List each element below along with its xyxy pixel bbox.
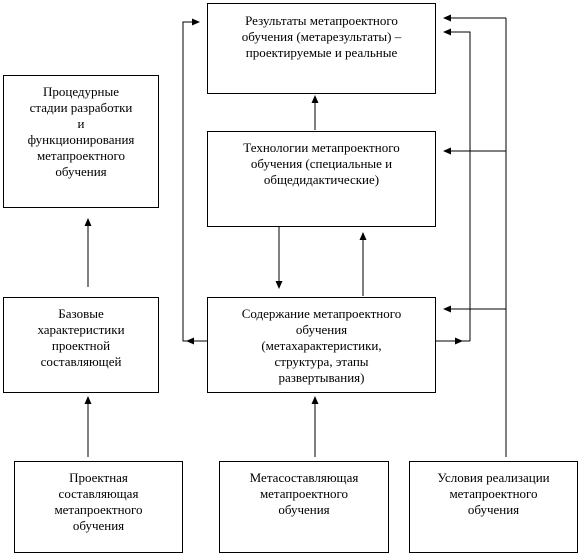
box-project [14,461,183,553]
box-procedural-line: и [77,116,85,131]
box-conditions-line: метапроектного [449,486,538,501]
box-project-line: метапроектного [54,502,143,517]
box-procedural-line: обучения [55,164,107,179]
box-conditions [409,461,578,553]
box-technologies-line: обучения (специальные и [250,156,393,171]
box-meta-line: обучения [278,502,330,517]
box-results [207,3,436,94]
box-procedural-line: стадии разработки [29,100,133,115]
box-meta [219,461,389,553]
box-technologies [207,131,436,227]
box-content [207,297,436,393]
box-project-line: обучения [72,518,125,533]
box-technologies-line: общедидактические) [263,172,380,187]
box-basic [3,297,159,393]
box-meta-line: метапроектного [259,486,349,501]
box-procedural [3,75,159,208]
box-conditions-line: обучения [467,502,520,517]
box-results-line: проектируемые и реальные [245,45,398,60]
arrow-content-left-loop [183,22,207,341]
box-project-line: Проектная [69,470,128,485]
box-content-line: (метахарактеристики, [261,338,382,353]
box-basic-line: составляющей [40,354,122,369]
arrow-right-loop-to-results [444,32,470,341]
box-basic-line: характеристики [37,322,125,337]
box-content-line: развертывания) [278,370,365,385]
box-basic-line: Базовые [58,306,104,321]
box-content-line: обучения [295,322,348,337]
box-basic-line: проектной [51,338,111,353]
box-content-line: Содержание метапроектного [241,306,402,321]
box-results-line: обучения (метарезультаты) – [241,29,402,44]
box-procedural-line: метапроектного [36,148,126,163]
box-results-line: Результаты метапроектного [245,13,398,28]
box-conditions-line: Условия реализации [437,470,550,485]
box-procedural-line: Процедурные [42,84,120,99]
box-procedural-line: функционирования [27,132,135,147]
box-project-line: составляющая [58,486,139,501]
box-content-line: структура, этапы [274,354,369,369]
box-technologies-line: Технологии метапроектного [243,140,400,155]
box-meta-line: Метасоставляющая [249,470,359,485]
